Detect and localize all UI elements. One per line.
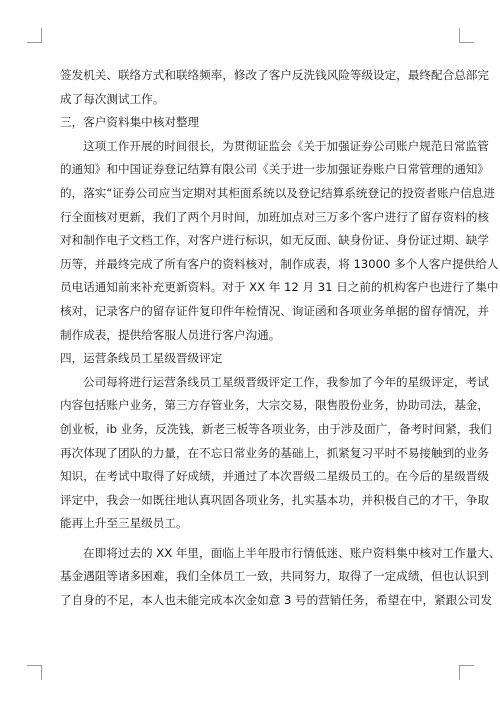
text-line: 知识，在考试中取得了好成绩，并通过了本次晋级二星级员工的。在今后的星级晋级: [60, 469, 489, 484]
paragraph-section-4: [60, 371, 492, 536]
paragraph-summary: [60, 542, 500, 613]
text-line: 对和制作电子文档工作，对客户进行标识，如无反面、缺身份证、身份证过期、缺学: [60, 233, 489, 248]
text-line: 历等，并最终完成了所有客户的资料核对，制作成表，将 13000 多个人客户提供给人: [60, 256, 499, 271]
paragraph-continued: [60, 64, 489, 111]
text-line: 创业板，ib 业务，反洗钱，新老三板等各项业务，由于涉及面广，备考时间紧，我们: [60, 421, 492, 436]
paragraph-section-3: [60, 135, 499, 347]
text-line: 能再上升至三星级员工。: [60, 516, 188, 531]
text-line: 评定中，我会一如既往地认真巩固各项业务，扎实基本功，并积极自己的才干，争取: [60, 492, 489, 507]
text-line: 的通知》和中国证券登记结算有限公司《关于进一步加强证券账户日常管理的通知》: [60, 162, 489, 177]
document-body: [60, 64, 500, 613]
text-line: 再次体现了团队的力量，在不忘日常业务的基础上，抓紧复习平时不易接触到的业务: [60, 445, 489, 460]
text-line: 内容包括账户业务，第三方存管业务，大宗交易，限售股份业务，协助司法，基金，: [60, 398, 489, 413]
heading-text: 四，运营条线员工星级晋级评定: [60, 351, 223, 366]
crop-mark-bottom-right: [459, 665, 474, 680]
text-line: 的，落实“证券公司应当定期对其柜面系统以及登记结算系统登记的投资者账户信息进: [60, 185, 495, 200]
text-line: 了自身的不足，本人也未能完成本次金如意 3 号的营销任务，希望在中，紧跟公司发: [60, 593, 493, 608]
crop-mark-bottom-left: [27, 665, 42, 680]
text-line: 这项工作开展的时间很长，为贯彻证监会《关于加强证券公司账户规范日常监管: [83, 138, 489, 153]
crop-mark-top-left: [27, 28, 42, 43]
text-line: 员电话通知前来补充更新资料。对于 XX 年 12 月 31 日之前的机构客户也进行了集中: [60, 280, 499, 295]
text-line: 核对，记录客户的留存证件复印件年检情况、询证函和各项业务单据的留存情况，并: [60, 303, 489, 318]
section-heading-3: [60, 111, 448, 135]
heading-text: 三，客户资料集中核对整理: [60, 115, 200, 130]
section-heading-4: [60, 347, 448, 371]
text-line: 公司每将进行运营条线员工星级晋级评定工作，我参加了今年的星级评定，考试: [83, 374, 489, 389]
text-line: 制作成表，提供给客服人员进行客户沟通。: [60, 327, 281, 342]
text-line: 在即将过去的 XX 年里，面临上半年股市行情低迷、账户资料集中核对工作量大、: [83, 545, 500, 560]
crop-mark-top-right: [459, 28, 474, 43]
text-line: 签发机关、联络方式和联络频率，修改了客户反洗钱风险等级设定，最终配合总部完: [60, 68, 489, 82]
text-line: 成了每次测试工作。: [60, 91, 165, 106]
text-line: 基金遇阻等诸多困难，我们全体员工一致，共同努力，取得了一定成绩，但也认识到: [60, 569, 489, 584]
text-line: 行全面核对更新，我们了两个月时间，加班加点对三万多个客户进行了留存资料的核: [60, 209, 489, 224]
